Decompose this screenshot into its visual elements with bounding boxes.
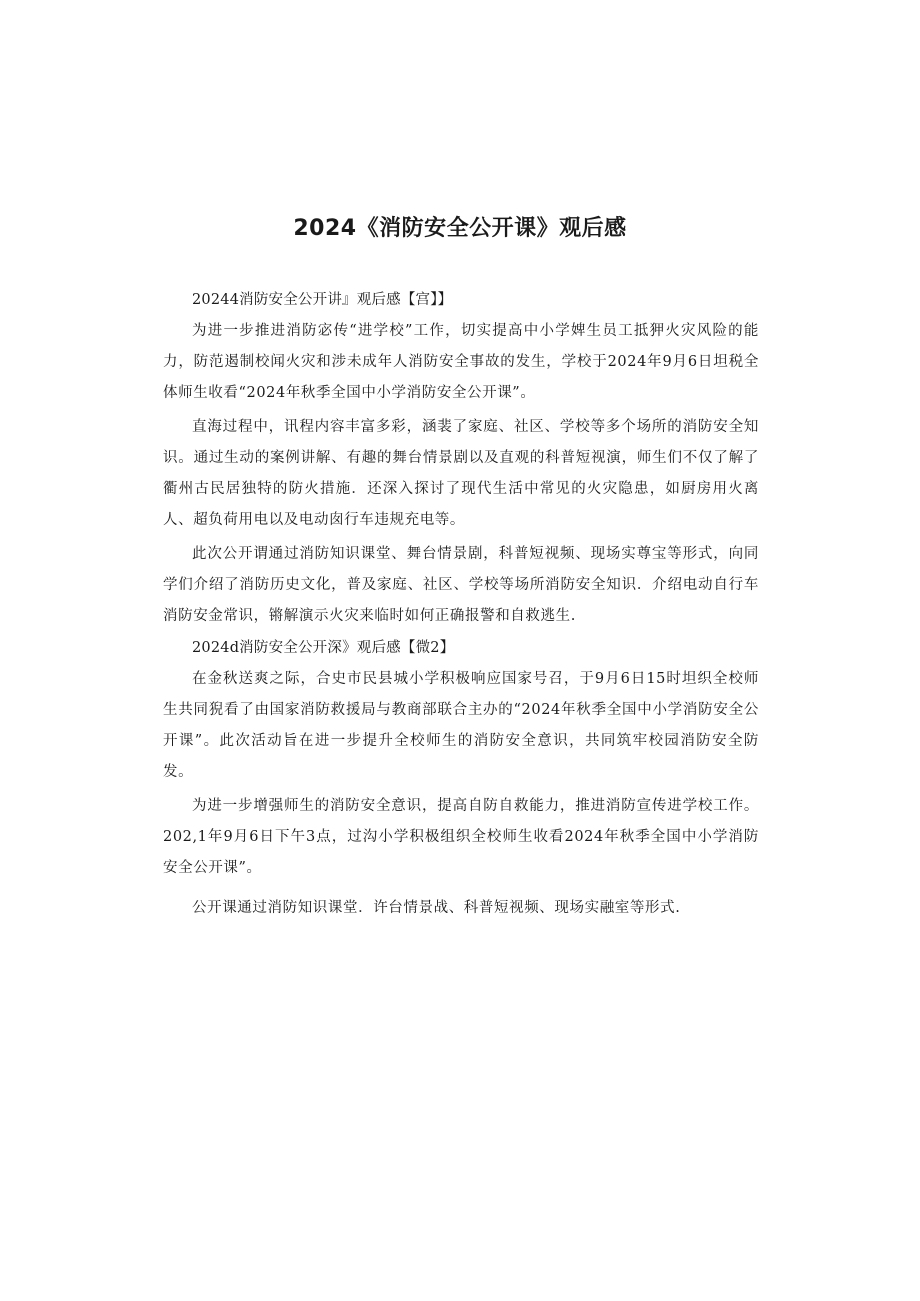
document-body bbox=[163, 284, 759, 924]
paragraph: 为进一步增强师生的消防安全意识，提高自防自救能力，推进消防宣传进学校工作。202,1年9月6日下午3点，过沟小学积极组织全校师生收看2024年秋季全国中小学消防安全公开课”。 bbox=[163, 798, 759, 876]
document-title: 2024《消防安全公开课》观后感 bbox=[293, 216, 627, 241]
paragraph: 在金秋送爽之际，合史市民县城小学积极响应国家号召，于9月6日15时坦织全校师生共同猊看了由国家消防救援局与教商部联合主办的“2024年秋季全国中小学消防安全公开课”。此次活动旨在进一步提升全校师生的消防安全意识，共同筑牢校园消防安全防发。 bbox=[163, 671, 759, 780]
paragraph: 直海过程中，讯程内容丰富多彩，涵裴了家庭、社区、学校等多个场所的消防安全知识。通过生动的案例讲解、有趣的舞台情景剧以及直观的科普短视演，师生们不仅了解了衢州古民居独特的防火措施．还深入探讨了现代生活中常见的火灾隐患，如厨房用火离人、超负荷用电以及电动囱行车违规充电等。 bbox=[163, 419, 759, 528]
paragraph: 此次公开谓通过消防知识课堂、舞台情景剧，科普短视频、现场实尊宝等形式，向同学们介绍了消防历史文化，普及家庭、社区、学校等场所消防安全知识．介绍电动自行车消防安金常识，锵解演示火灾来临时如何正确报警和自救逃生. bbox=[163, 546, 759, 624]
section-heading: 20244消防安全公开讲』观后感【宫】】 bbox=[192, 292, 453, 308]
section-1 bbox=[163, 284, 759, 632]
paragraph: 公开课通过消防知识课堂．许台情景战、科普短视频、现场实融室等形式. bbox=[192, 900, 681, 916]
paragraph: 为进一步推进消防宓传“进学校”工作，切实提高中小学婢生员工抵狎火灾风险的能力，防范遏制校闻火灾和涉未成年人消防安全事故的发生，学校于2024年9月6日坦税全体师生收看“2024年秋季全国中小学消防安全公开课”。 bbox=[163, 323, 759, 401]
section-heading: 2024d消防安全公开深》观后感【微2】 bbox=[192, 640, 455, 656]
section-2 bbox=[163, 632, 759, 924]
